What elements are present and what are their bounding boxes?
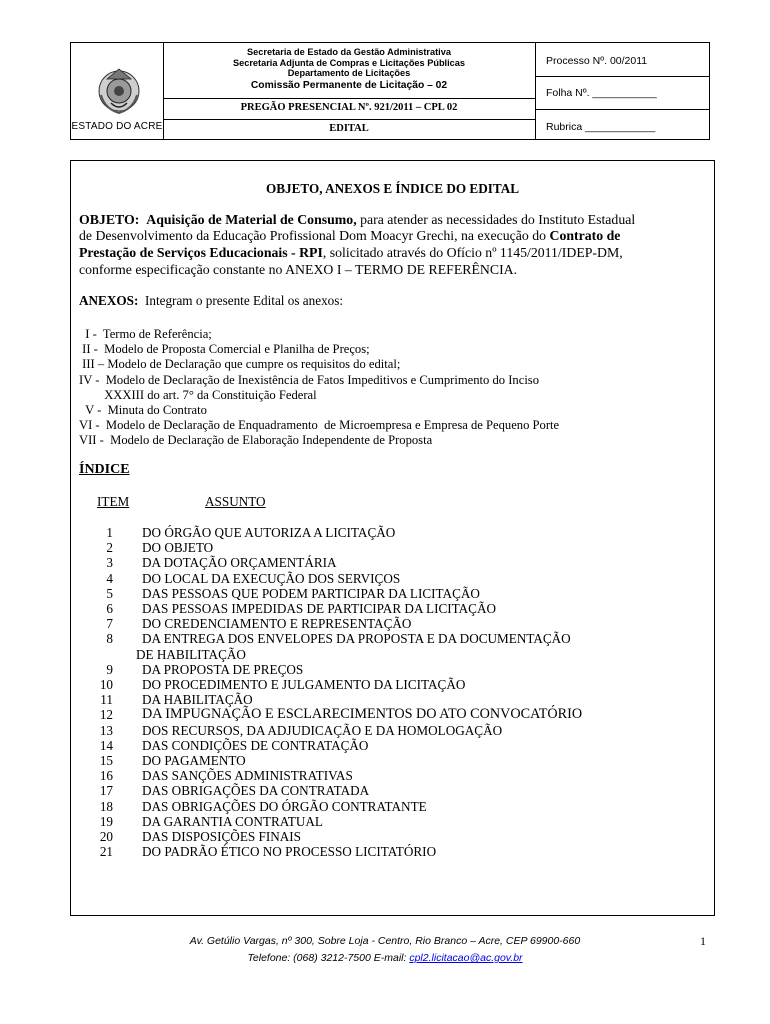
footer-phone: Telefone: (068) 3212-7500 E-mail: (247, 952, 407, 964)
objeto-subject: Aquisição de Material de Consumo, (146, 212, 357, 227)
indice-item-subject: DOS RECURSOS, DA ADJUDICAÇÃO E DA HOMOLOGAÇÃO (142, 722, 503, 738)
header-divider (536, 109, 709, 110)
indice-item-number: 1 (106, 525, 113, 540)
indice-heading: ÍNDICE (79, 462, 130, 477)
objeto-text: para atender as necessidades do Instituto Estadual (360, 212, 636, 227)
indice-item-subject: DA DOTAÇÃO ORÇAMENTÁRIA (142, 555, 337, 571)
indice-item-number: 5 (106, 585, 113, 601)
header-pregao: PREGÃO PRESENCIAL Nº. 921/2011 – CPL 02 (240, 102, 458, 113)
anexos-intro: Integram o presente Edital os anexos: (144, 293, 344, 308)
indice-item-subject: DO PROCEDIMENTO E JULGAMENTO DA LICITAÇÃO (142, 677, 466, 692)
indice-item-subject: DA GARANTIA CONTRATUAL (142, 813, 323, 829)
objeto-contrato: Contrato de (549, 228, 621, 243)
header-divider (536, 76, 709, 77)
indice-item-subject: DE HABILITAÇÃO (136, 646, 246, 662)
indice-item-subject: DAS PESSOAS IMPEDIDAS DE PARTICIPAR DA LICITAÇÃO (142, 601, 497, 616)
rubrica-field: Rubrica ____________ (546, 121, 656, 133)
objeto-line-1 (79, 212, 635, 228)
state-crest-icon (97, 65, 141, 115)
indice-item-subject: DO LOCAL DA EXECUÇÃO DOS SERVIÇOS (142, 570, 401, 586)
indice-item-number: 11 (100, 692, 113, 708)
indice-item-number: 14 (99, 737, 113, 753)
indice-item-subject: DA PROPOSTA DE PREÇOS (142, 661, 304, 677)
objeto-text: de Desenvolvimento da Educação Profissional Dom Moacyr Grechi, na execução do (79, 228, 547, 243)
indice-item-subject: DAS SANÇÕES ADMINISTRATIVAS (142, 768, 353, 784)
header-line-3: Departamento de Licitações (287, 68, 411, 78)
folha-field: Folha Nº. ___________ (546, 87, 657, 99)
header-divider (163, 98, 535, 99)
header-right-cell (536, 43, 709, 139)
indice-item-subject: DAS CONDIÇÕES DE CONTRATAÇÃO (142, 737, 369, 753)
indice-item-number: 10 (99, 677, 113, 692)
indice-item-subject: DO CREDENCIAMENTO E REPRESENTAÇÃO (142, 616, 412, 632)
indice-item-number: 17 (99, 783, 113, 799)
anexo-item: VII - Modelo de Declaração de Elaboração Independente de Proposta (79, 433, 433, 447)
anexo-item: I - Termo de Referência; (79, 327, 212, 341)
indice-item-subject: DA ENTREGA DOS ENVELOPES DA PROPOSTA E DA DOCUMENTAÇÃO (142, 631, 571, 647)
item-column-header: ITEM (97, 494, 130, 509)
objeto-line-4: conforme especificação constante no ANEXO I – TERMO DE REFERÊNCIA. (79, 262, 518, 277)
estado-label: ESTADO DO ACRE (71, 121, 163, 132)
objeto-line-3 (79, 245, 623, 261)
anexo-item: III – Modelo de Declaração que cumpre os requisitos do edital; (79, 357, 401, 371)
document-header (70, 42, 710, 140)
indice-item-number: 19 (99, 813, 113, 829)
objeto-text: , solicitado através do Ofício nº 1145/2011/IDEP-DM, (322, 245, 623, 260)
processo-number: Processo Nº. 00/2011 (546, 55, 648, 67)
anexos-heading (79, 293, 343, 309)
anexo-item: XXXIII do art. 7° da Constituição Federal (79, 388, 317, 402)
footer-email-link[interactable]: cpl2.licitacao@ac.gov.br (409, 952, 523, 964)
indice-item-number: 18 (99, 798, 113, 814)
indice-item-subject: DO PAGAMENTO (142, 753, 246, 768)
anexo-item: VI - Modelo de Declaração de Enquadramento de Microempresa e Empresa de Pequeno Porte (79, 418, 560, 432)
indice-item-subject: DA HABILITAÇÃO (142, 692, 253, 708)
anexo-item: IV - Modelo de Declaração de Inexistência de Fatos Impeditivos e Cumprimento do Inciso (79, 373, 540, 387)
indice-item-number: 16 (99, 768, 113, 784)
indice-item-number: 8 (106, 631, 113, 647)
objeto-contrato-name: Prestação de Serviços Educacionais - RPI (79, 245, 323, 260)
footer-contact (0, 952, 770, 964)
header-divider (163, 119, 535, 120)
header-line-1: Secretaria de Estado da Gestão Administrativa (247, 47, 451, 57)
indice-item-number: 15 (99, 753, 113, 768)
anexo-item: II - Modelo de Proposta Comercial e Planilha de Preços; (79, 342, 370, 356)
indice-item-subject: DO OBJETO (142, 540, 214, 556)
indice-item-number: 20 (99, 829, 113, 844)
indice-item-number: 21 (99, 844, 113, 860)
indice-item-number: 7 (106, 616, 113, 632)
indice-item-number: 13 (99, 722, 113, 738)
header-line-4: Comissão Permanente de Licitação – 02 (250, 79, 448, 91)
header-edital: EDITAL (329, 123, 369, 134)
indice-item-subject: DO ÓRGÃO QUE AUTORIZA A LICITAÇÃO (142, 525, 396, 540)
indice-item-number: 2 (106, 540, 113, 556)
section-title: OBJETO, ANEXOS E ÍNDICE DO EDITAL (265, 181, 520, 196)
objeto-line-2 (79, 228, 620, 244)
indice-item-subject: DO PADRÃO ÉTICO NO PROCESSO LICITATÓRIO (142, 844, 437, 860)
anexos-label: ANEXOS: (79, 293, 139, 308)
indice-item-subject: DAS PESSOAS QUE PODEM PARTICIPAR DA LICITAÇÃO (142, 585, 480, 601)
indice-item-number: 12 (99, 707, 113, 723)
indice-item-number: 4 (106, 570, 113, 586)
footer-address: Av. Getúlio Vargas, nº 300, Sobre Loja - Centro, Rio Branco – Acre, CEP 69900-660 (189, 935, 581, 947)
edital-body-box (70, 160, 715, 916)
anexo-item: V - Minuta do Contrato (79, 403, 207, 417)
indice-item-number: 6 (106, 601, 113, 616)
indice-item-number: 3 (106, 555, 113, 571)
header-logo-cell (71, 43, 164, 139)
indice-item-subject: DAS OBRIGAÇÕES DA CONTRATADA (142, 783, 370, 799)
indice-item-number: 9 (106, 661, 113, 677)
objeto-label: OBJETO: (79, 212, 140, 227)
header-center-cell (163, 43, 536, 139)
header-line-2: Secretaria Adjunta de Compras e Licitações Públicas (233, 57, 465, 68)
indice-item-subject: DAS OBRIGAÇÕES DO ÓRGÃO CONTRATANTE (142, 798, 427, 814)
assunto-column-header: ASSUNTO (205, 494, 266, 509)
indice-item-subject: DA IMPUGNAÇÃO E ESCLARECIMENTOS DO ATO CONVOCATÓRIO (142, 706, 583, 723)
page-number: 1 (700, 934, 706, 948)
indice-item-subject: DAS DISPOSIÇÕES FINAIS (142, 829, 302, 844)
